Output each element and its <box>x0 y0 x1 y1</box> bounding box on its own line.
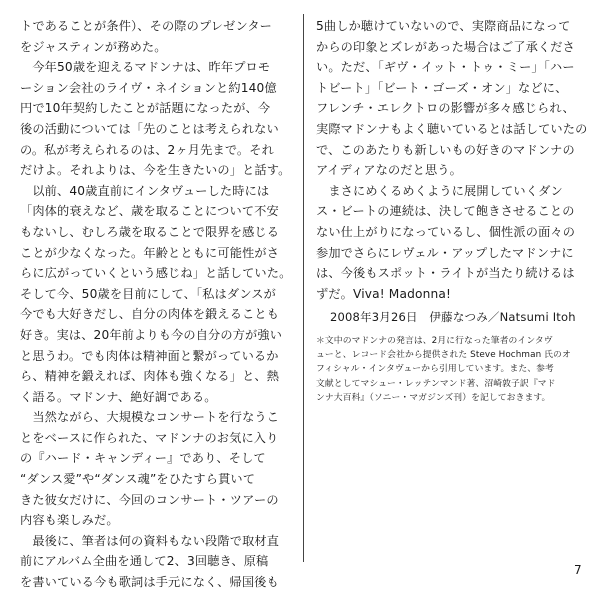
text-line: をジャスティンが務めた。 <box>20 39 167 54</box>
footnote-line: ＊文中のマドンナの発言は、2月に行なった筆者のインタヴ <box>316 336 553 346</box>
text-line: そして今、50歳を目前にして、「私はダンスが <box>20 286 276 301</box>
text-line: “ダンス愛”や“ダンス魂”をひたすら貫いて <box>20 472 256 487</box>
text-line: 後の活動については「先のことは考えられない <box>20 121 279 136</box>
text-line: とをベースに作られた、マドンナのお気に入り <box>20 430 279 445</box>
left-text-column <box>20 16 296 593</box>
text-line: まさにめくるめくように展開していくダン <box>316 183 563 198</box>
text-line: 好き。実は、20年前よりも今の自分の方が強い <box>20 327 283 342</box>
text-line: 前にアルバム全曲を通して2、3回聴き、原稿 <box>20 554 269 569</box>
text-line: 実際マドンナもよく聴いているとは話していたの <box>316 121 588 136</box>
text-line: 参加でさらにレヴェル・アップしたマドンナに <box>316 245 574 260</box>
article-signature: 2008年3月26日 伊藤なつみ／Natsumi Itoh <box>330 310 576 324</box>
footnote-line: ューと、レコード会社から提供された Steve Hochman 氏のオ <box>316 350 571 361</box>
text-line: フレンチ・エレクトロの影響が多々感じられ、 <box>316 101 575 116</box>
text-line: 最後に、筆者は何の資料もない段階で取材直 <box>20 533 280 548</box>
text-line: 5曲しか聴けていないので、実際商品になって <box>316 19 571 33</box>
text-line: だけよ。それよりは、今を生きたいの」と話す。 <box>20 163 291 178</box>
text-line: ス・ビートの連続は、決して飽きさせることの <box>316 204 575 219</box>
footnote-line: フィシャル・インタヴューから引用しています。また、参考 <box>316 364 554 375</box>
text-line: 当然ながら、大規模なコンサートを行なうこ <box>20 410 280 425</box>
text-line: ら、精神を鍛えれば、肉体も強くなる」と、熱 <box>20 369 280 384</box>
text-line: ずだ。Viva! Madonna! <box>316 286 451 301</box>
text-line: は、今後もスポット・ライトが当たり続けるは <box>316 266 575 281</box>
text-line: トであることが条件）、その際のプレゼンター <box>20 19 273 33</box>
text-line: 円で10年契約したことが話題になったが、今 <box>20 101 271 116</box>
text-line: で、このあたりも新しいもの好きのマドンナの <box>316 142 575 157</box>
text-line: 内容も楽しみだ。 <box>20 513 119 528</box>
text-line: 今年50歳を迎えるマドンナは、昨年プロモ <box>20 60 271 75</box>
text-line: アイディアなのだと思う。 <box>316 163 462 178</box>
footnote <box>316 334 588 405</box>
text-line: きた彼女だけに、今回のコンサート・ツアーの <box>20 492 279 507</box>
text-line: からの印象とズレがあった場合はご了承くださ <box>316 39 575 54</box>
text-line: 「肉体的衰えなど、歳を取ることについて不安 <box>20 204 279 219</box>
footnote-line: 文献としてマシュー・レッテンマンド著、沼崎敦子訳『マド <box>316 378 556 389</box>
column-divider <box>303 14 304 562</box>
text-line: もないし、むしろ歳を取ることで限界を感じる <box>20 224 280 239</box>
text-line: と思うわ。でも肉体は精神面と繋がっているか <box>20 348 279 363</box>
text-line: の。私が考えられるのは、2ヶ月先まで。それ <box>20 142 274 157</box>
right-text-column <box>316 16 586 304</box>
text-line: 以前、40歳直前にインタヴューした時には <box>20 183 270 198</box>
text-line: ーション会社のライヴ・ネイションと約140億 <box>20 80 277 95</box>
footnote-line: ンナ大百科』（ソニー・マガジンズ刊）を記しておきます。 <box>316 392 551 403</box>
page-number: 7 <box>574 563 582 577</box>
text-line: の『ハード・キャンディー』であり、そして <box>20 451 266 466</box>
text-line: く語る。マドンナ、絶好調である。 <box>20 389 217 404</box>
text-line: らに広がっていくという感じね」と話していた。 <box>20 266 292 281</box>
text-line: を書いている今も歌詞は手元になく、帰国後も <box>20 575 279 590</box>
text-line: ない仕上がりになっているし、個性派の面々の <box>316 224 576 239</box>
text-line: い。ただ、「ギヴ・イット・トゥ・ミー」「ハー <box>316 60 575 75</box>
text-line: トビート」「ビート・ゴーズ・オン」などに、 <box>316 80 568 95</box>
text-line: 今でも大好きだし、自分の肉体を鍛えることも <box>20 307 280 322</box>
text-line: ことが少なくなった。年齢とともに可能性がさ <box>20 245 280 260</box>
